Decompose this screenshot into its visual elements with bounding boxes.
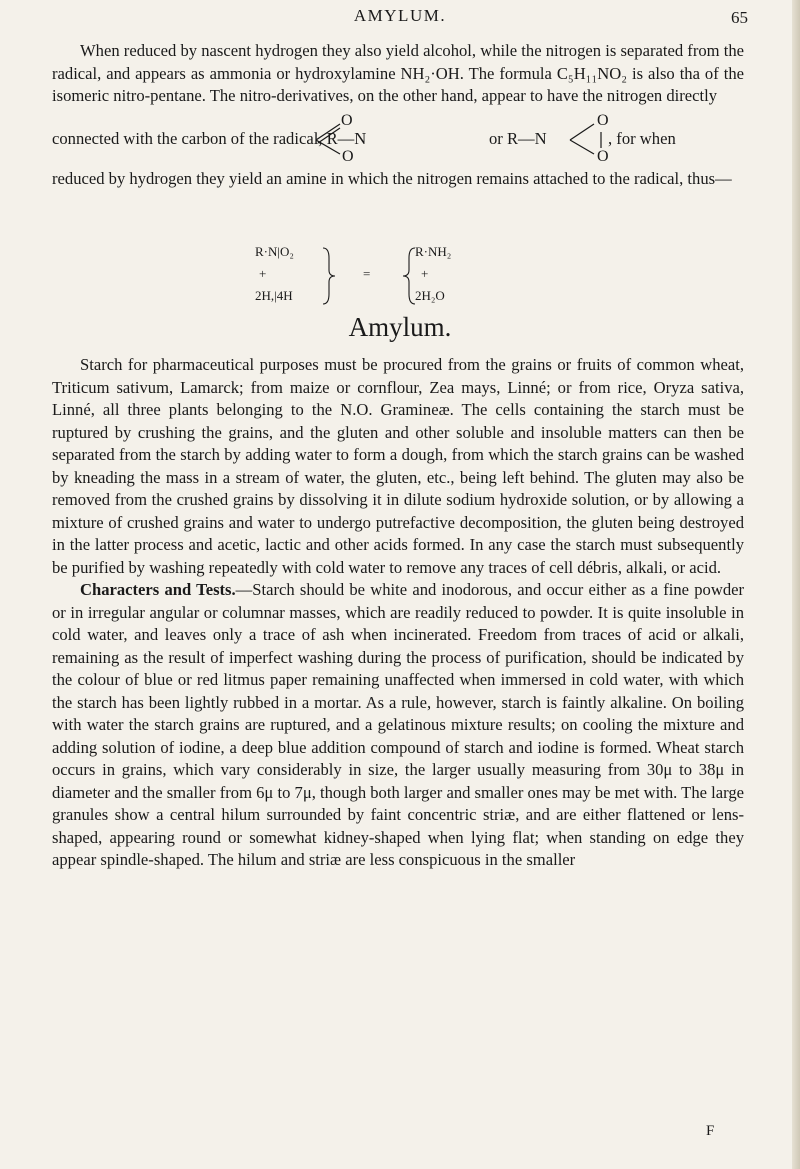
formula-o-top-2: O: [597, 111, 609, 129]
eq-left-bot: 2H,|4H: [255, 288, 293, 303]
formula-o-bottom-2: O: [597, 147, 609, 165]
page-edge: [792, 0, 800, 1169]
formula-line: [52, 110, 744, 168]
starch-preparation-paragraph: Starch for pharmaceutical purposes must be procured from the grains or fruits of common wheat, Triticum sativum, Lamarck; from maize or cornflour, Zea mays, Linné; or from rice, Oryza sativa, Linné, all three plants belonging to the N.O. Gramineæ. The cells containing the starch must be ruptured by crushing the grains, and the gluten and other soluble and insoluble matters can then be separated from the starch by adding water to form a dough, from which the starch grains can be washed by kneading the mass in a stream of water, the gluten, etc., being left behind. The gluten may also be removed from the crushed grains by dissolving it in dilute sodium hydroxide solution, or by allowing a mixture of crushed grains and water to undergo putrefactive decomposition, the gluten being destroyed in the latter process and acetic, lactic and other acids formed. In any case the starch must subsequently be purified by washing repeatedly with cold water to remove any traces of cell débris, alkali, or acid.: [52, 355, 744, 577]
eq-left-top: R·N|O₂: [255, 244, 294, 259]
formula-text-b: or R—N: [489, 128, 547, 148]
characters-tests-text: —Starch should be white and inodorous, and occur either as a fine powder or in irregular angular or columnar masses, which are readily reduced to powder. It is quite insoluble in cold water, and leaves only a trace of ash when incinerated. Freedom from traces of acid or alkali, remaining as the result of imperfect washing during the process of purification, should be indicated by the colour of blue or red litmus paper remaining unaffected when immersed in cold water, with which the starch has been lightly rubbed in a mortar. As a rule, however, starch is faintly alkaline. On boiling with water the starch grains are ruptured, and a gelatinous mixture results; on cooling the mixture and adding solution of iodine, a deep blue addition compound of starch and iodine is formed. Wheat starch occurs in grains, which vary considerably in size, the larger usually measuring from 30μ to 38μ in diameter and the smaller from 6μ to 7μ, though both larger and smaller ones may be met with. The large granules show a central hilum surrounded by faint concentric striæ, and are either flattened or lens-shaped, appearing round or somewhat kidney-shaped when lying flat; when standing on edge they appear spindle-shaped. The hilum and striæ are less conspicuous in the smaller: [52, 580, 745, 869]
eq-right-mid: +: [421, 266, 429, 281]
intro-paragraph-2: reduced by hydrogen they yield an amine in which the nitrogen remains attached to the radical, thus—: [52, 168, 732, 188]
formula-text-c: , for when: [608, 128, 676, 148]
characters-tests-heading: Characters and Tests.: [80, 580, 236, 599]
eq-right-bot: 2H₂O: [415, 288, 445, 303]
section-body: [52, 354, 744, 872]
intro-block: [52, 40, 744, 190]
section-title: Amylum.: [348, 312, 452, 342]
eq-left-brace: [321, 246, 337, 306]
running-head: AMYLUM.: [353, 6, 447, 25]
eq-equals: =: [363, 266, 371, 281]
signature-mark: F: [706, 1123, 715, 1139]
characters-tests-paragraph: [52, 579, 744, 872]
formula-o-top-1: O: [341, 111, 353, 129]
intro-paragraph-1: When reduced by nascent hydrogen they also yield alcohol, while the nitrogen is separated from the radical, and appears as ammonia or hydroxylamine NH₂·OH. The formula C₅H₁₁NO₂ is also tha of the isomeric nitro-pentane. The nitro-derivatives, on the other hand, appear to have the nitrogen directly: [52, 41, 744, 105]
page-header: [0, 6, 800, 32]
formula-o-bottom-1: O: [342, 147, 354, 165]
eq-right-top: R·NH₂: [415, 244, 452, 259]
formula-text-a: connected with the carbon of the radical, R—N: [52, 128, 367, 148]
page-number: 65: [731, 8, 748, 27]
eq-left-mid: +: [259, 266, 267, 281]
reduction-equation: [255, 244, 555, 308]
